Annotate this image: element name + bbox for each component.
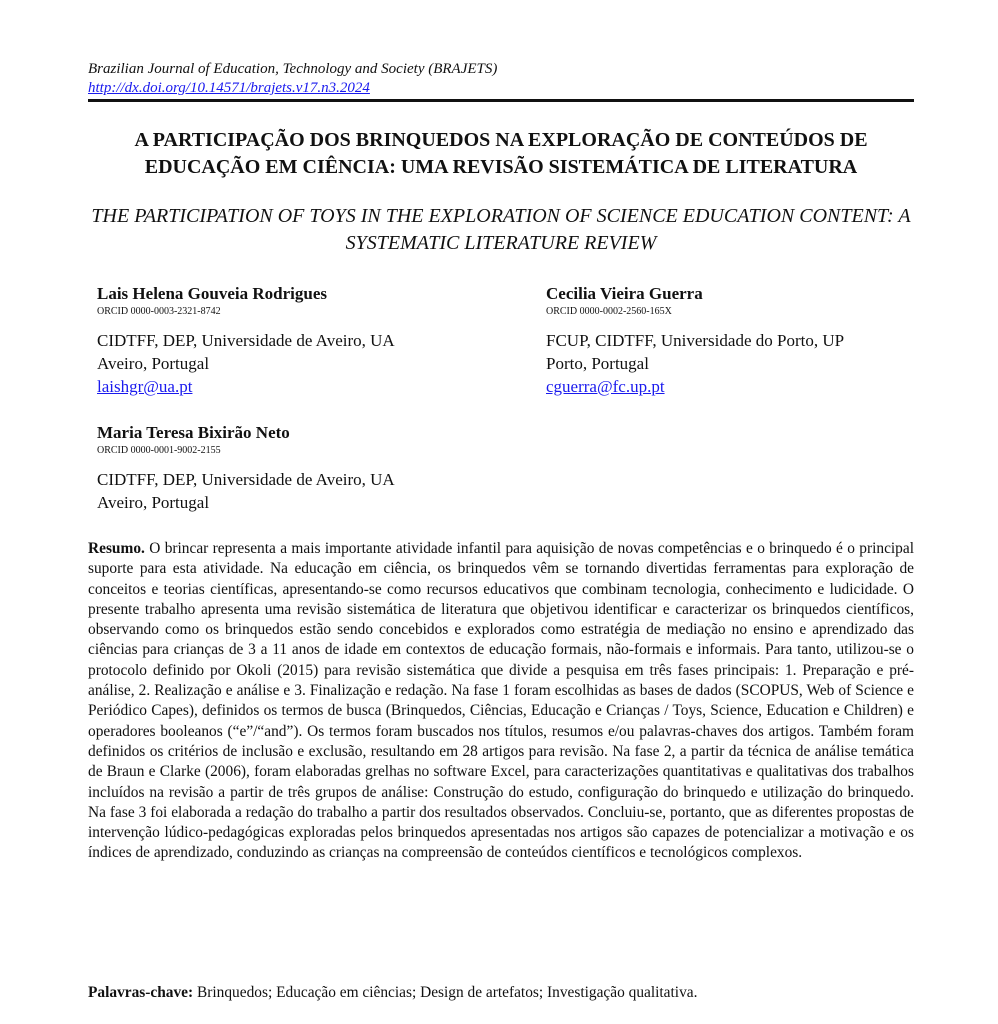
- author-name: Lais Helena Gouveia Rodrigues: [97, 284, 327, 303]
- keywords-text: Brinquedos; Educação em ciências; Design de artefatos; Investigação qualitativa.: [193, 984, 698, 1001]
- author-email-link[interactable]: laishgr@ua.pt: [97, 377, 193, 396]
- affiliation-location: Aveiro, Portugal: [97, 493, 210, 512]
- affiliation-location: Aveiro, Portugal: [97, 354, 210, 373]
- doi-link[interactable]: http://dx.doi.org/10.14571/brajets.v17.n3.2024: [88, 80, 370, 96]
- author-orcid: ORCID 0000-0002-2560-165X: [546, 306, 672, 317]
- affiliation-line: FCUP, CIDTFF, Universidade do Porto, UP: [546, 331, 845, 350]
- affiliation-line: CIDTFF, DEP, Universidade de Aveiro, UA: [97, 470, 395, 489]
- abstract: [88, 539, 914, 864]
- keywords-label: Palavras-chave:: [88, 984, 194, 1001]
- abstract-text: O brincar representa a mais importante atividade infantil para aquisição de novas competências e o brinquedo é o principal suporte para esta atividade. Na educação em ciência, os brinquedos vêm se tornando divertidas ferramentas para exploração de conceitos e teorias científicas, apresentando-se como recursos educativos que combinam tecnologia, conhecimento e ludicidade. O presente trabalho apresenta uma revisão sistemática de literatura que objetivou identificar e caracterizar os brinquedos científicos, observando como os brinquedos estão sendo concebidos e explorados como estratégia de mediação no ensino e aprendizado das ciências para crianças de 3 a 11 anos de idade em contextos de educação formais, não-formais e informais. Para tanto, utilizou-se o protocolo definido por Okoli (2015) para revisão sistemática que divide a pesquisa em três fases principais: 1. Preparação e pré-análise, 2. Realização e análise e 3. Finalização e redação. Na fase 1 foram escolhidas as bases de dados (SCOPUS, Web of Science e Periódico Capes), definidos os termos de busca (Brinquedos, Ciências, Educação e Crianças / Toys, Science, Education e Children) e operadores booleanos (“e”/“and”). Os termos foram buscados nos títulos, resumos e/ou palavras-chaves dos artigos. Também foram definidos os critérios de inclusão e exclusão, resultando em 28 artigos para revisão. Na fase 2, a partir da técnica de análise temática de Braun e Clarke (2006), foram elaboradas grelhas no software Excel, para caracterizações quantitativas e qualitativas dos trabalhos incluídos na revisão a partir de três grupos de análise: Construção do estudo, configuração do brinquedo e utilização do brinquedo. Na fase 3 foi elaborada a redação do trabalho a partir dos resultados observados. Concluiu-se, portanto, que as diferentes propostas de intervenção lúdico-pedagógicas exploradas pelos brinquedos apresentadas nos artigos são capazes de potencializar a motivação e os índices de aprendizado, conduzindo as crianças na compreensão de conteúdos científicos e tecnológicos complexos.: [88, 540, 914, 862]
- author-email-link[interactable]: cguerra@fc.up.pt: [546, 377, 665, 396]
- author-block: [97, 423, 477, 514]
- header-divider: [88, 99, 914, 102]
- author-block: [97, 284, 477, 398]
- author-name: Maria Teresa Bixirão Neto: [97, 423, 290, 442]
- title-portuguese: A PARTICIPAÇÃO DOS BRINQUEDOS NA EXPLORAÇÃO DE CONTEÚDOS DE EDUCAÇÃO EM CIÊNCIA: UMA REVISÃO SISTEMÁTICA DE LITERATURA: [134, 129, 868, 178]
- journal-header: [88, 60, 914, 98]
- author-affiliation: [97, 329, 477, 398]
- keywords: [88, 983, 914, 1003]
- affiliation-location: Porto, Portugal: [546, 354, 649, 373]
- author-affiliation: [546, 329, 926, 398]
- author-block: [546, 284, 926, 398]
- author-orcid: ORCID 0000-0003-2321-8742: [97, 306, 221, 317]
- title-english: THE PARTICIPATION OF TOYS IN THE EXPLORATION OF SCIENCE EDUCATION CONTENT: A SYSTEMATIC LITERATURE REVIEW: [91, 205, 911, 254]
- journal-name: Brazilian Journal of Education, Technology and Society (BRAJETS): [88, 61, 498, 77]
- abstract-label: Resumo.: [88, 540, 145, 557]
- author-name: Cecilia Vieira Guerra: [546, 284, 703, 303]
- author-orcid: ORCID 0000-0001-9002-2155: [97, 445, 221, 456]
- author-affiliation: [97, 468, 477, 514]
- affiliation-line: CIDTFF, DEP, Universidade de Aveiro, UA: [97, 331, 395, 350]
